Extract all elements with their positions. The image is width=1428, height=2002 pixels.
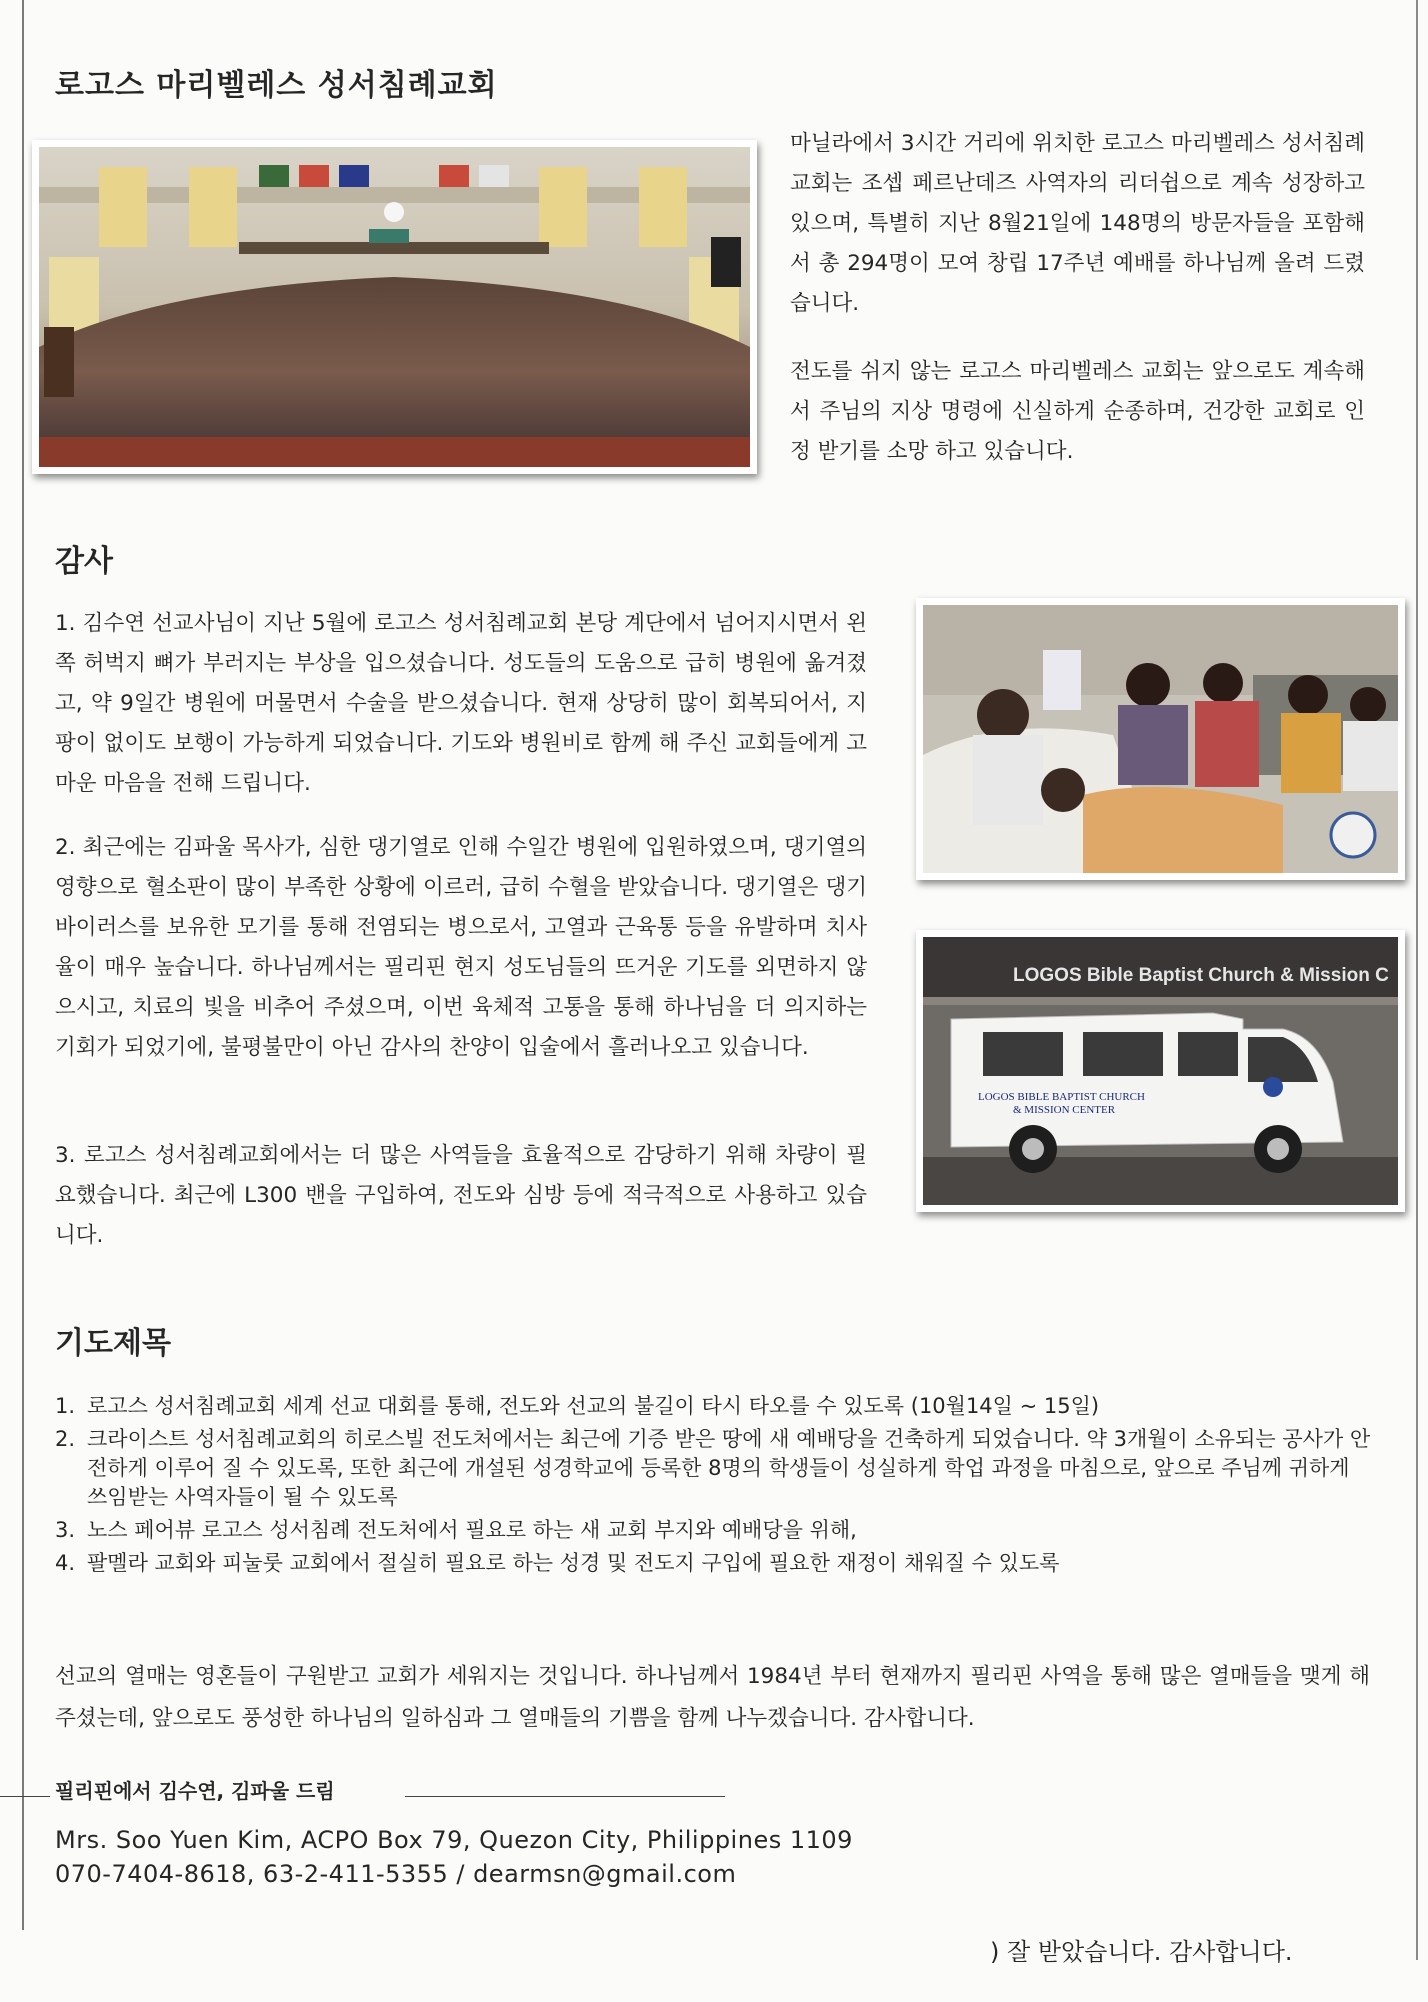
prayer-list [55, 1392, 1375, 1582]
thanks-heading: 감사 [55, 544, 113, 579]
page-title: 로고스 마리벨레스 성서침례교회 [55, 68, 498, 103]
van-text-line2: & MISSION CENTER [1013, 1104, 1116, 1116]
left-margin-line [22, 0, 24, 1930]
intro-paragraph-2: 전도를 쉬지 않는 로고스 마리벨레스 교회는 앞으로도 계속해서 주님의 지상 명령에 신실하게 순종하며, 건강한 교회로 인정 받기를 소망 하고 있습니다. [790, 359, 1365, 464]
received-note: ) 잘 받았습니다. 감사합니다. [990, 1938, 1293, 1966]
prayer-item-text: 로고스 성서침례교회 세계 선교 대회를 통해, 전도와 선교의 불길이 타시 타오를 수 있도록 (10월14일 ~ 15일) [87, 1394, 1100, 1418]
prayer-item-number: 1. [55, 1394, 76, 1418]
congregation-illustration [39, 147, 750, 467]
prayer-heading: 기도제목 [55, 1326, 171, 1361]
contact-address: Mrs. Soo Yuen Kim, ACPO Box 79, Quezon City, Philippines 1109 [55, 1826, 853, 1854]
prayer-item [55, 1392, 1375, 1421]
prayer-item [55, 1425, 1375, 1512]
signoff-line-left [0, 1796, 50, 1797]
congregation-photo [32, 140, 757, 474]
hospital-photo [916, 598, 1405, 880]
van-text-line1: LOGOS BIBLE BAPTIST CHURCH [978, 1091, 1145, 1103]
intro-paragraph-1: 마닐라에서 3시간 거리에 위치한 로고스 마리벨레스 성서침례교회는 조셉 페르난데즈 사역자의 리더쉽으로 계속 성장하고 있으며, 특별히 지난 8월21일에 148명의 방문자들을 포함해서 총 294명이 모여 창립 17주년 예배를 하나님께 올려 드렸습니다. [790, 131, 1365, 316]
thanks-item-3: 3. 로고스 성서침례교회에서는 더 많은 사역들을 효율적으로 감당하기 위해 차량이 필요했습니다. 최근에 L300 밴을 구입하여, 전도와 심방 등에 적극적으로 사용하고 있습니다. [55, 1143, 867, 1248]
church-sign-text: LOGOS Bible Baptist Church & Mission C [1013, 965, 1389, 986]
prayer-item-text: 노스 페어뷰 로고스 성서침례 전도처에서 필요로 하는 새 교회 부지와 예배당을 위해, [87, 1518, 857, 1542]
signoff-line-right [405, 1796, 725, 1797]
prayer-item-text: 팔멜라 교회와 피눌룻 교회에서 절실히 필요로 하는 성경 및 전도지 구입에 필요한 재정이 채워질 수 있도록 [87, 1551, 1060, 1575]
prayer-item-number: 4. [55, 1551, 76, 1575]
prayer-item [55, 1516, 1375, 1545]
right-margin-line [1416, 0, 1418, 1960]
prayer-item-number: 3. [55, 1518, 76, 1542]
prayer-item-number: 2. [55, 1427, 76, 1451]
thanks-item-1: 1. 김수연 선교사님이 지난 5월에 로고스 성서침례교회 본당 계단에서 넘어지시면서 왼쪽 허벅지 뼈가 부러지는 부상을 입으셨습니다. 성도들의 도움으로 급히 병원에 옮겨졌고, 약 9일간 병원에 머물면서 수술을 받으셨습니다. 현재 상당히 많이 회복되어서, 지팡이 없이도 보행이 가능하게 되었습니다. 기도와 병원비로 함께 해 주신 교회들에게 고마운 마음을 전해 드립니다. [55, 611, 867, 796]
contact-phone-email: 070-7404-8618, 63-2-411-5355 / dearmsn@gmail.com [55, 1860, 737, 1888]
prayer-item [55, 1549, 1375, 1578]
closing-paragraph: 선교의 열매는 영혼들이 구원받고 교회가 세워지는 것입니다. 하나님께서 1984년 부터 현재까지 필리핀 사역을 통해 많은 열매들을 맺게 해 주셨는데, 앞으로도 풍성한 하나님의 일하심과 그 열매들의 기쁨을 함께 나누겠습니다. 감사합니다. [55, 1664, 1370, 1731]
van-photo [916, 930, 1405, 1212]
signoff: 필리핀에서 김수연, 김파울 드림 [55, 1775, 339, 1804]
prayer-item-text: 크라이스트 성서침례교회의 히로스빌 전도처에서는 최근에 기증 받은 땅에 새 예배당을 건축하게 되었습니다. 약 3개월이 소유되는 공사가 안전하게 이루어 질 수 있도록, 또한 최근에 개설된 성경학교에 등록한 8명의 학생들이 성실하게 학업 과정을 마침으로, 앞으로 주님께 귀하게 쓰임받는 사역자들이 될 수 있도록 [87, 1427, 1371, 1509]
van-illustration [923, 937, 1398, 1205]
thanks-item-2: 2. 최근에는 김파울 목사가, 심한 댕기열로 인해 수일간 병원에 입원하였으며, 댕기열의 영향으로 혈소판이 많이 부족한 상황에 이르러, 급히 수혈을 받았습니다. 댕기열은 댕기 바이러스를 보유한 모기를 통해 전염되는 병으로서, 고열과 근육통 등을 유발하며 치사율이 매우 높습니다. 하나님께서는 필리핀 현지 성도님들의 뜨거운 기도를 외면하지 않으시고, 치료의 빛을 비추어 주셨으며, 이번 육체적 고통을 통해 하나님을 더 의지하는 기회가 되었기에, 불평불만이 아닌 감사의 찬양이 입술에서 흘러나오고 있습니다. [55, 835, 867, 1060]
hospital-illustration [923, 605, 1398, 873]
